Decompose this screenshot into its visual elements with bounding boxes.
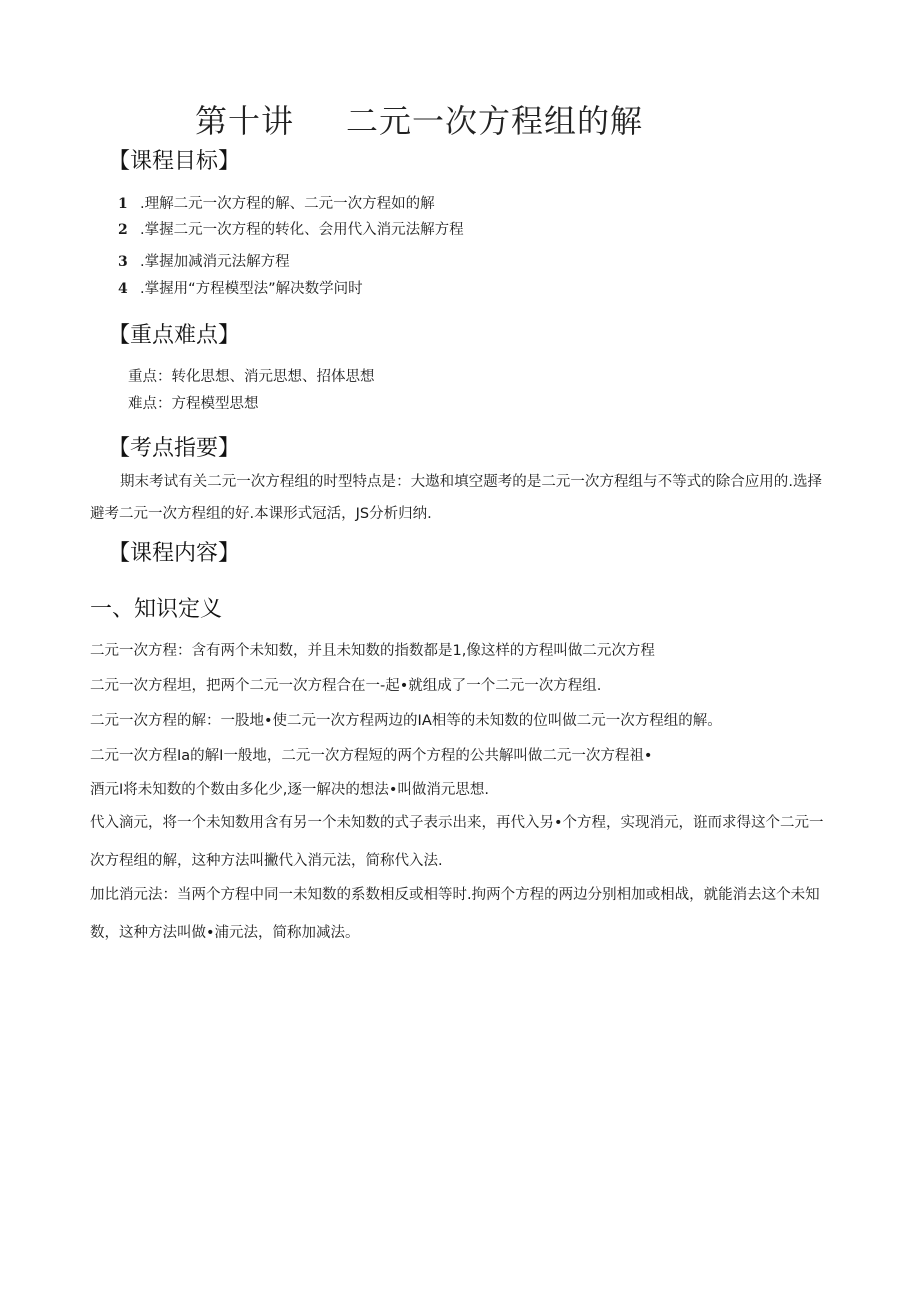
definition-line: 二元一次方程Ia的解I一般地，二元一次方程短的两个方程的公共解叫做二元一次方程祖•	[90, 748, 653, 764]
exam-points-text: 期末考试有关二元一次方程组的时型特点是：大遨和填空题考的是二元一次方程组与不等式的除合应用的.选择避考二元一次方程组的好.本课形式冠活，JS分析归纳.	[90, 474, 822, 522]
objective-item	[118, 250, 290, 271]
section-exam-points-heading: 【考点指要】	[108, 436, 241, 461]
focus-line: 重点：转化思想、消元思想、招体思想	[128, 369, 375, 385]
lecture-topic: 二元一次方程组的解	[346, 102, 644, 140]
section-content-heading: 【课程内容】	[108, 541, 241, 566]
definition-line: 二元一次方程：含有两个未知数，并且未知数的指数都是1,像这样的方程叫做二元次方程	[90, 643, 655, 659]
exam-points-paragraph	[90, 466, 822, 530]
objective-text: .掌握用“方程模型法”解决数学问时	[140, 281, 363, 297]
objective-text: .理解二元一次方程的解、二元一次方程如的解	[140, 196, 435, 212]
objective-text: .掌握二元一次方程的转化、会用代入消元法解方程	[140, 222, 464, 238]
addition-method: 加比消元法：当两个方程中同一未知数的系数相反或相等时.拘两个方程的两边分别相加或相战，就能消去这个未知数，这种方法叫做•浦元法，简称加减法。	[90, 887, 820, 941]
section-key-points-heading: 【重点难点】	[108, 323, 241, 348]
objective-item	[118, 218, 464, 239]
objective-number: 4	[118, 281, 128, 297]
objective-number: 1	[118, 196, 128, 212]
definition-line: 酒元I将未知数的个数由多化少,逐一解决的想法•叫做消元思想.	[90, 782, 490, 798]
objective-text: .掌握加减消元法解方程	[140, 254, 290, 270]
objective-number: 2	[118, 222, 128, 238]
objective-item	[118, 277, 363, 298]
section-objectives-heading: 【课程目标】	[108, 149, 241, 174]
objective-number: 3	[118, 254, 128, 270]
lecture-title	[195, 96, 643, 142]
lecture-number: 第十讲	[195, 102, 295, 140]
definition-line: 二元一次方程的解：一股地•使二元一次方程两边的IA相等的未知数的位叫做二元一次方程组的解。	[90, 713, 722, 729]
knowledge-heading: 一、知识定义	[90, 597, 223, 622]
definition-line: 二元一次方程坦，把两个二元一次方程合在一-起•就组成了一个二元一次方程组.	[90, 678, 602, 694]
objective-item	[118, 192, 435, 213]
substitution-method: 代入滴元，将一个未知数用含有另一个未知数的式子表示出来，再代入另•个方程，实现消元，诳而求得这个二元一次方程组的解，这种方法叫撇代入消元法，简称代入法.	[90, 815, 824, 869]
difficulty-line: 难点：方程模型思想	[128, 396, 259, 412]
